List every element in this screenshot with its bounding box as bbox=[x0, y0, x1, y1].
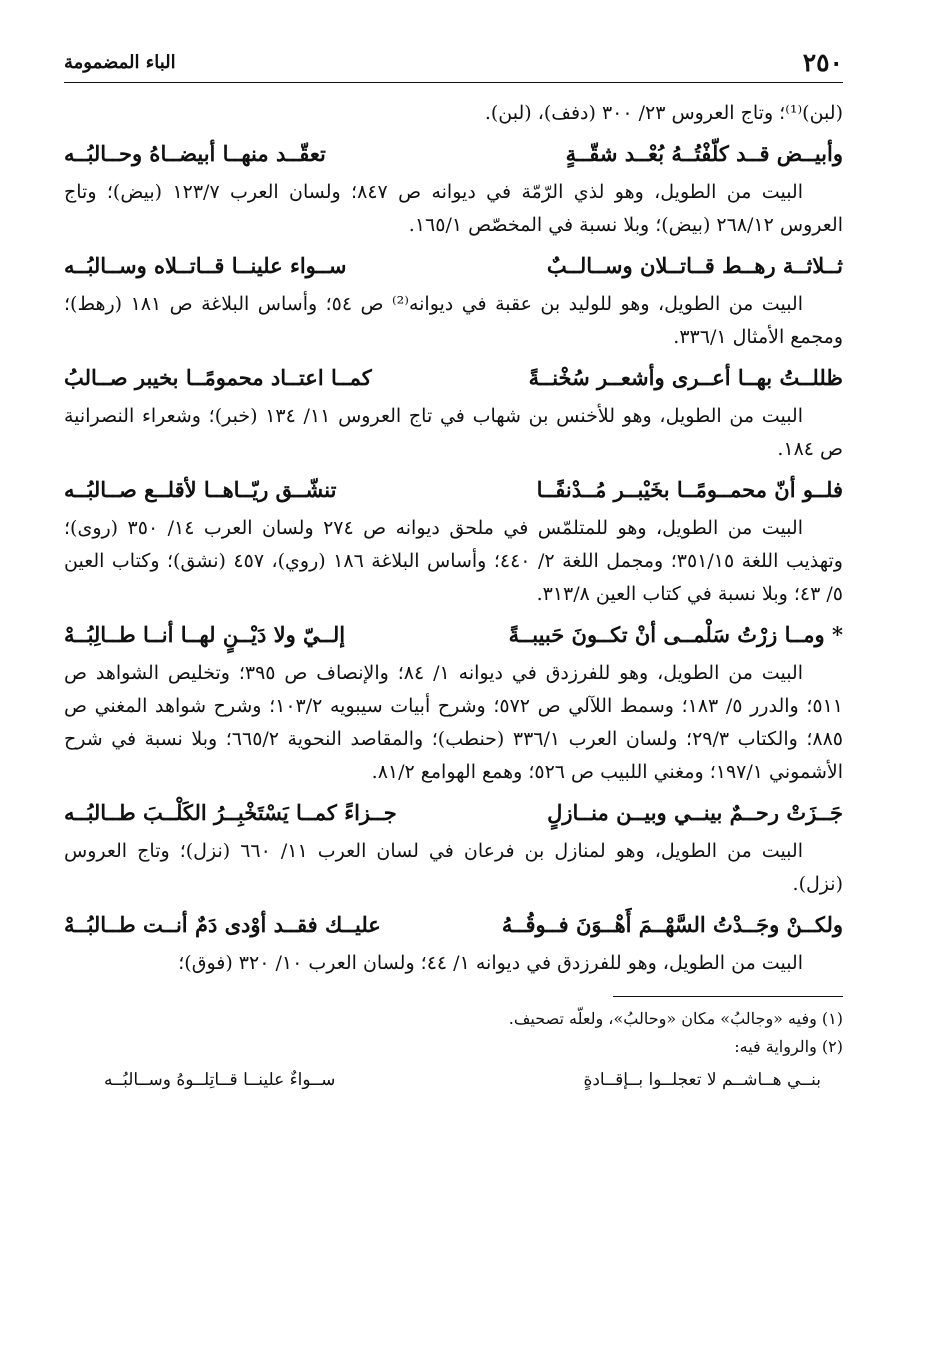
verse-first-hemistich: ثــلاثــة رهــط قــاتــلان وســالــبٌ bbox=[546, 253, 843, 278]
verse-first-hemistich: * ومــا زرْتُ سَلْمــى أنْ تكــونَ حَبيبــةً bbox=[508, 622, 843, 647]
verse-line bbox=[64, 617, 843, 653]
verse-second-hemistich: تعقّــد منهــا أبيضــاهُ وحــالبُــه bbox=[64, 141, 326, 166]
footnote-verse bbox=[64, 1063, 843, 1097]
paragraph: البيت من الطويل، وهو للفرزدق في ديوانه ١/ ٤٤؛ ولسان العرب ١٠/ ٣٢٠ (فوق)؛ bbox=[178, 952, 803, 974]
verse-line bbox=[64, 360, 843, 396]
verse-second-hemistich: ســواء علينــا قــاتــلاه وســالبُــه bbox=[64, 253, 347, 278]
verse-line bbox=[64, 907, 843, 943]
page-body bbox=[64, 97, 843, 980]
verse-first-hemistich: جَــزَتْ رحــمٌ بينــي وبيــن منــازلٍ bbox=[547, 800, 843, 825]
footnote-2: (٢) والرواية فيه: bbox=[734, 1037, 843, 1056]
page-header bbox=[64, 46, 843, 83]
verse-first-hemistich: ولكــنْ وجَــدْتُ السَّهْــمَ أَهْــوَنَ فــوقُــهُ bbox=[501, 912, 843, 937]
verse-second-hemistich: إلــيّ ولا دَيْــنٍ لهــا أنــا طــالِبُــهْ bbox=[64, 622, 346, 647]
footnote-verse-second-hemistich: ســواءٌ علينــا قــاتِلــوهُ وســالبُــه bbox=[104, 1070, 336, 1090]
footnote-1: (١) وفيه «وجالبُ» مكان «وحالبُ»، ولعلّه تصحيف. bbox=[508, 1009, 843, 1028]
verse-second-hemistich: جــزاءً كمــا يَسْتَخْبِــرُ الكَلْــبَ طــالبُــه bbox=[64, 800, 397, 825]
verse-line bbox=[64, 136, 843, 172]
paragraph: البيت من الطويل، وهو لمنازل بن فرعان في لسان العرب ١١/ ٦٦٠ (نزل)؛ وتاج العروس (نزل). bbox=[64, 840, 843, 895]
paragraph: البيت من الطويل، وهو لذي الرّمّة في ديوانه ص ٨٤٧؛ ولسان العرب ١٢٣/٧ (بيض)؛ وتاج العروس ٢٦٨/١٢ (بيض)؛ وبلا نسبة في المخصّص ١٦٥/١. bbox=[64, 181, 843, 236]
paragraph: البيت من الطويل، وهو للمتلمّس في ملحق ديوانه ص ٢٧٤ ولسان العرب ١٤/ ٣٥٠ (روى)؛ وتهذيب اللغة ٣٥١/١٥؛ ومجمل اللغة ٢/ ٤٤٠؛ وأساس البلاغة ١٨٦ (روي)، ٤٥٧ (نشق)؛ وكتاب العين ٥/ ٤٣؛ وبلا نسبة في كتاب العين ٣١٣/٨. bbox=[64, 517, 843, 605]
verse-first-hemistich: فلــو أنّ محمــومًــا بخَيْبــر مُــدْنفًــا bbox=[536, 477, 843, 502]
running-title: الباء المضمومة bbox=[64, 52, 176, 73]
verse-line bbox=[64, 795, 843, 831]
paragraph: البيت من الطويل، وهو للأخنس بن شهاب في تاج العروس ١١/ ١٣٤ (خبر)؛ وشعراء النصرانية ص ١٨٤. bbox=[64, 405, 843, 460]
verse-first-hemistich: وأبيــض قــد كلّفْتُــهُ بُعْــد شقّــةٍ bbox=[565, 141, 843, 166]
paragraph: البيت من الطويل، وهو للوليد بن عقبة في ديوانه⁽²⁾ ص ٥٤؛ وأساس البلاغة ص ١٨١ (رهط)؛ ومجمع الأمثال ٣٣٦/١. bbox=[64, 293, 843, 348]
page-number: ٢٥٠ bbox=[802, 48, 843, 77]
verse-line bbox=[64, 248, 843, 284]
verse-second-hemistich: عليــك فقــد أوْدى دَمٌ أنــت طــالبُــهْ bbox=[64, 912, 381, 937]
footnote-verse-first-hemistich: بنــي هــاشــم لا تعجلــوا بــإقــادةٍ bbox=[583, 1070, 821, 1090]
verse-second-hemistich: كمــا اعتــاد محمومًــا بخيبر صــالبُ bbox=[64, 365, 372, 390]
verse-first-hemistich: ظللــتُ بهــا أعــرى وأشعــر سُخْنــةً bbox=[528, 365, 843, 390]
verse-second-hemistich: تنشّــق ريّــاهــا لأقلــع صــالبُــه bbox=[64, 477, 337, 502]
verse-line bbox=[64, 472, 843, 508]
paragraph: (لبن)⁽¹⁾؛ وتاج العروس ٢٣/ ٣٠٠ (دفف)، (لبن). bbox=[484, 102, 843, 124]
footnote-rule bbox=[613, 996, 843, 997]
paragraph: البيت من الطويل، وهو للفرزدق في ديوانه ١/ ٨٤؛ والإنصاف ص ٣٩٥؛ وتخليص الشواهد ص ٥١١؛ والدرر ٥/ ١٨٣؛ وسمط اللآلي ص ٥٧٢؛ وشرح أبيات سيبويه ١٠٣/٢؛ وشرح شواهد المغني ص ٨٨٥؛ والكتاب ٢٩/٣؛ ولسان العرب ٣٣٦/١ (حنطب)؛ والمقاصد النحوية ٦٦٥/٢؛ وبلا نسبة في شرح الأشموني ١٩٧/١؛ ومغني اللبيب ص ٥٢٦؛ وهمع الهوامع ٨١/٢. bbox=[64, 662, 844, 783]
